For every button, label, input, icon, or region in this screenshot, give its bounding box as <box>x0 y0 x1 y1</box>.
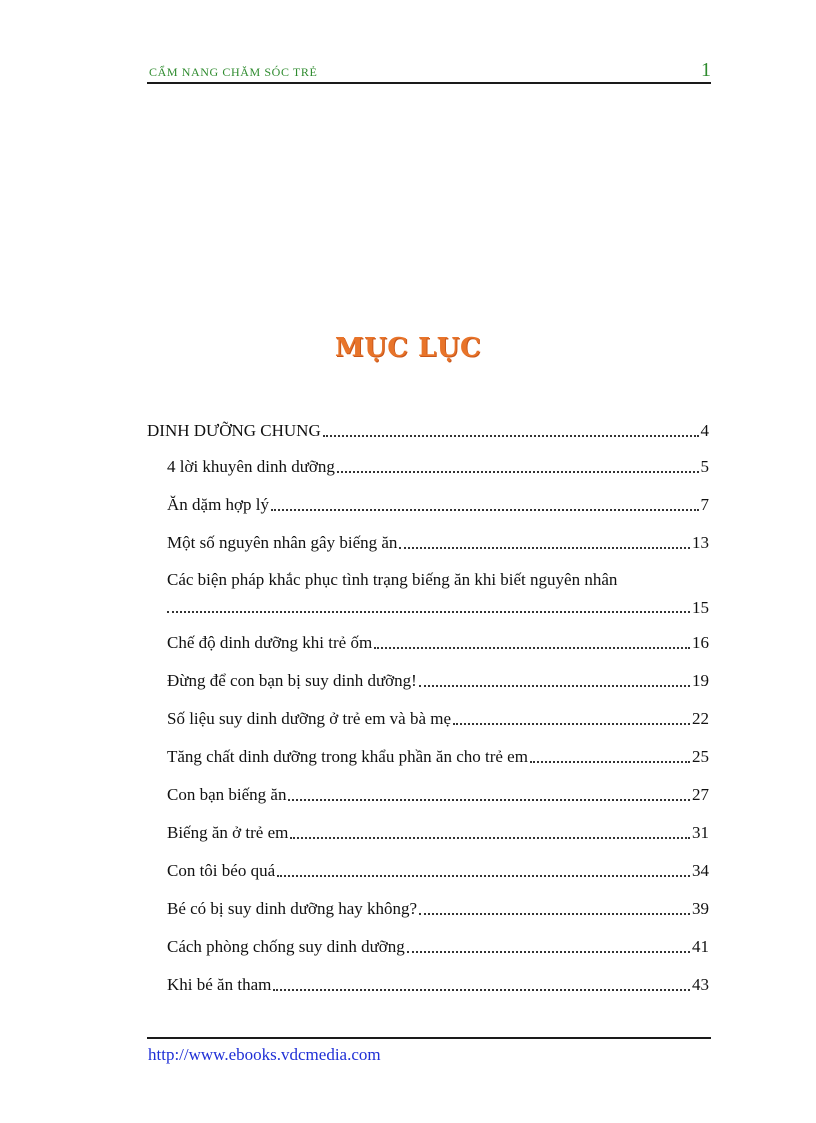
toc-leader-dots <box>323 421 699 437</box>
toc-leader-dots <box>273 975 690 991</box>
toc-leader-dots <box>374 633 690 649</box>
toc-entry-section[interactable] <box>147 420 709 442</box>
toc-entry-page: 5 <box>700 457 709 476</box>
toc-entry-page: 25 <box>692 747 709 766</box>
toc-entry-label: Biếng ăn ở trẻ em <box>167 823 289 842</box>
toc-entry[interactable] <box>167 898 709 920</box>
toc-title: MỤC LỤC <box>334 333 482 363</box>
toc-entry-page: 15 <box>692 598 709 617</box>
toc-entry-page: 4 <box>700 421 709 440</box>
toc-leader-dots <box>453 709 690 725</box>
toc-entry-page: 22 <box>692 709 709 728</box>
toc-entry-page: 34 <box>692 861 709 880</box>
toc-entry-page: 41 <box>692 937 709 956</box>
toc-leader-dots <box>271 495 698 511</box>
toc-entry-label: DINH DƯỠNG CHUNG <box>147 421 321 440</box>
page-header <box>147 58 711 84</box>
toc-leader-dots <box>419 899 690 915</box>
toc-entry[interactable] <box>167 532 709 554</box>
toc-entry-page: 16 <box>692 633 709 652</box>
toc-entry-page: 31 <box>692 823 709 842</box>
toc-entry-page: 7 <box>700 495 709 514</box>
toc-leader-dots <box>290 823 690 839</box>
toc-entry[interactable] <box>167 974 709 996</box>
toc-entry[interactable] <box>167 670 709 692</box>
toc-entry[interactable] <box>167 746 709 768</box>
toc-entry[interactable] <box>167 494 709 516</box>
toc-entry-page: 43 <box>692 975 709 994</box>
toc-leader-dots <box>530 747 690 763</box>
toc-leader-dots <box>407 937 690 953</box>
toc-entry-page: 13 <box>692 533 709 552</box>
toc-entry-label: Khi bé ăn tham <box>167 975 272 994</box>
toc-entry-label: Các biện pháp khắc phục tình trạng biếng ăn khi biết nguyên nhân <box>167 570 618 589</box>
toc-leader-dots <box>337 457 699 473</box>
page-footer <box>147 1037 711 1064</box>
toc-entry-label: Con bạn biếng ăn <box>167 785 287 804</box>
toc-entry-label: Đừng để con bạn bị suy dinh dưỡng! <box>167 671 417 690</box>
toc-entry-label: Chế độ dinh dưỡng khi trẻ ốm <box>167 633 373 652</box>
toc-leader-dots <box>419 671 690 687</box>
toc-entry-label: Con tôi béo quá <box>167 861 276 880</box>
toc-entry[interactable] <box>167 860 709 882</box>
toc-entry-leader-line <box>167 597 709 619</box>
toc-entry-page: 19 <box>692 671 709 690</box>
toc-entry[interactable] <box>167 784 709 806</box>
toc-entry-label: Một số nguyên nhân gây biếng ăn <box>167 533 398 552</box>
toc-entry-label: Cách phòng chống suy dinh dưỡng <box>167 937 405 956</box>
toc-entry-page: 27 <box>692 785 709 804</box>
toc-leader-dots <box>167 597 690 613</box>
toc-entry[interactable] <box>167 822 709 844</box>
running-header-title: CẨM NANG CHĂM SÓC TRẺ <box>149 65 318 79</box>
toc-entry[interactable] <box>167 936 709 958</box>
toc-entry[interactable] <box>167 569 709 619</box>
toc-leader-dots <box>277 861 690 877</box>
toc-entry-page: 39 <box>692 899 709 918</box>
toc-entry[interactable] <box>167 456 709 478</box>
toc-entry-label: 4 lời khuyên dinh dưỡng <box>167 457 335 476</box>
toc-entry-label: Tăng chất dinh dưỡng trong khẩu phần ăn cho trẻ em <box>167 747 528 766</box>
toc-entry[interactable] <box>167 632 709 654</box>
toc-entry-label: Bé có bị suy dinh dưỡng hay không? <box>167 899 418 918</box>
toc-leader-dots <box>288 785 690 801</box>
page-number: 1 <box>701 59 711 81</box>
toc-leader-dots <box>399 533 690 549</box>
footer-website-link[interactable]: http://www.ebooks.vdcmedia.com <box>148 1045 381 1064</box>
toc-entry-label: Số liệu suy dinh dưỡng ở trẻ em và bà mẹ <box>167 709 452 728</box>
toc-entry-label: Ăn dặm hợp lý <box>167 495 270 514</box>
toc-entry[interactable] <box>167 708 709 730</box>
